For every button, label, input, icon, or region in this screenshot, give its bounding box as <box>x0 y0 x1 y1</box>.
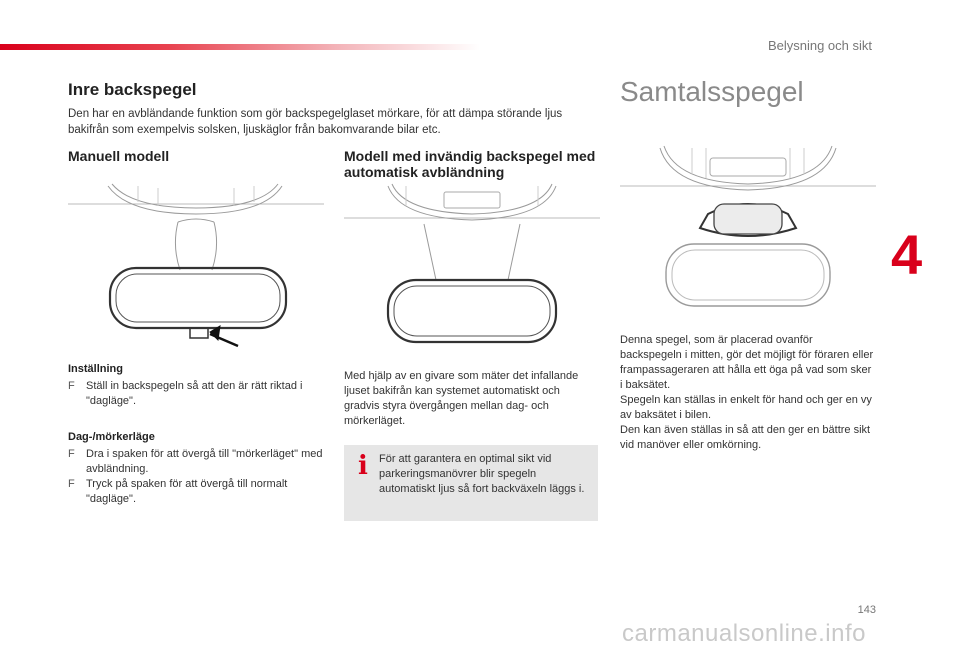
auto-mirror-illustration <box>344 180 600 350</box>
watermark: carmanualsonline.info <box>622 620 866 647</box>
conversation-mirror-body <box>620 333 876 453</box>
info-text: För att garantera en optimal sikt vid parkeringsmanövrer blir spegeln automatiskt ljus så fort backväxeln läggs i. <box>379 453 585 495</box>
list-item <box>68 447 326 477</box>
daynight-label: Dag-/mörkerläge <box>68 431 155 443</box>
chapter-number: 4 <box>891 223 923 286</box>
list-item <box>68 379 326 409</box>
bullet-icon: F <box>68 380 75 392</box>
setting-label: Inställning <box>68 363 123 375</box>
conversation-mirror-title: Samtalsspegel <box>620 76 804 107</box>
section-title: Belysning och sikt <box>767 38 872 53</box>
info-icon: i <box>358 451 368 481</box>
manual-model-title: Manuell modell <box>68 148 170 164</box>
auto-model-body: Med hjälp av en givare som mäter det infallande ljuset bakifrån kan systemet automatiskt och gradvis styra övergången mellan dag- och mörkerläget. <box>344 370 579 427</box>
daynight-section <box>68 430 326 507</box>
inner-mirror-title: Inre backspegel <box>68 80 197 99</box>
page-number: 143 <box>857 604 876 616</box>
list-item <box>68 477 326 507</box>
daynight-item: Dra i spaken för att övergå till "mörkerläget" med avbländning. <box>86 448 323 475</box>
info-box <box>344 445 598 521</box>
top-accent-bar <box>0 44 480 50</box>
paragraph: Den kan även ställas in så att den ger en bättre sikt vid manöver eller omkörning. <box>620 424 871 451</box>
daynight-item: Tryck på spaken för att övergå till normalt "dagläge". <box>86 478 288 505</box>
auto-model-title: Modell med invändig backspegel med automatisk avbländning <box>344 148 596 180</box>
paragraph: Denna spegel, som är placerad ovanför backspegeln i mitten, gör det möjligt för föraren eller frampassageraren att hålla ett öga på vad som sker i baksätet. <box>620 334 874 391</box>
setting-item: Ställ in backspegeln så att den är rätt riktad i "dagläge". <box>86 380 303 407</box>
paragraph: Spegeln kan ställas in enkelt för hand och ger en vy av baksätet i bilen. <box>620 394 872 421</box>
setting-section <box>68 362 326 409</box>
inner-mirror-intro: Den har en avbländande funktion som gör backspegelglaset mörkare, för att dämpa störande ljus bakifrån som exempelvis solsken, ljuskäglor från bakomvarande bilar etc. <box>68 108 563 136</box>
conversation-mirror-illustration <box>620 144 876 312</box>
manual-mirror-illustration <box>68 180 324 348</box>
bullet-icon: F <box>68 448 75 460</box>
bullet-icon: F <box>68 478 75 490</box>
